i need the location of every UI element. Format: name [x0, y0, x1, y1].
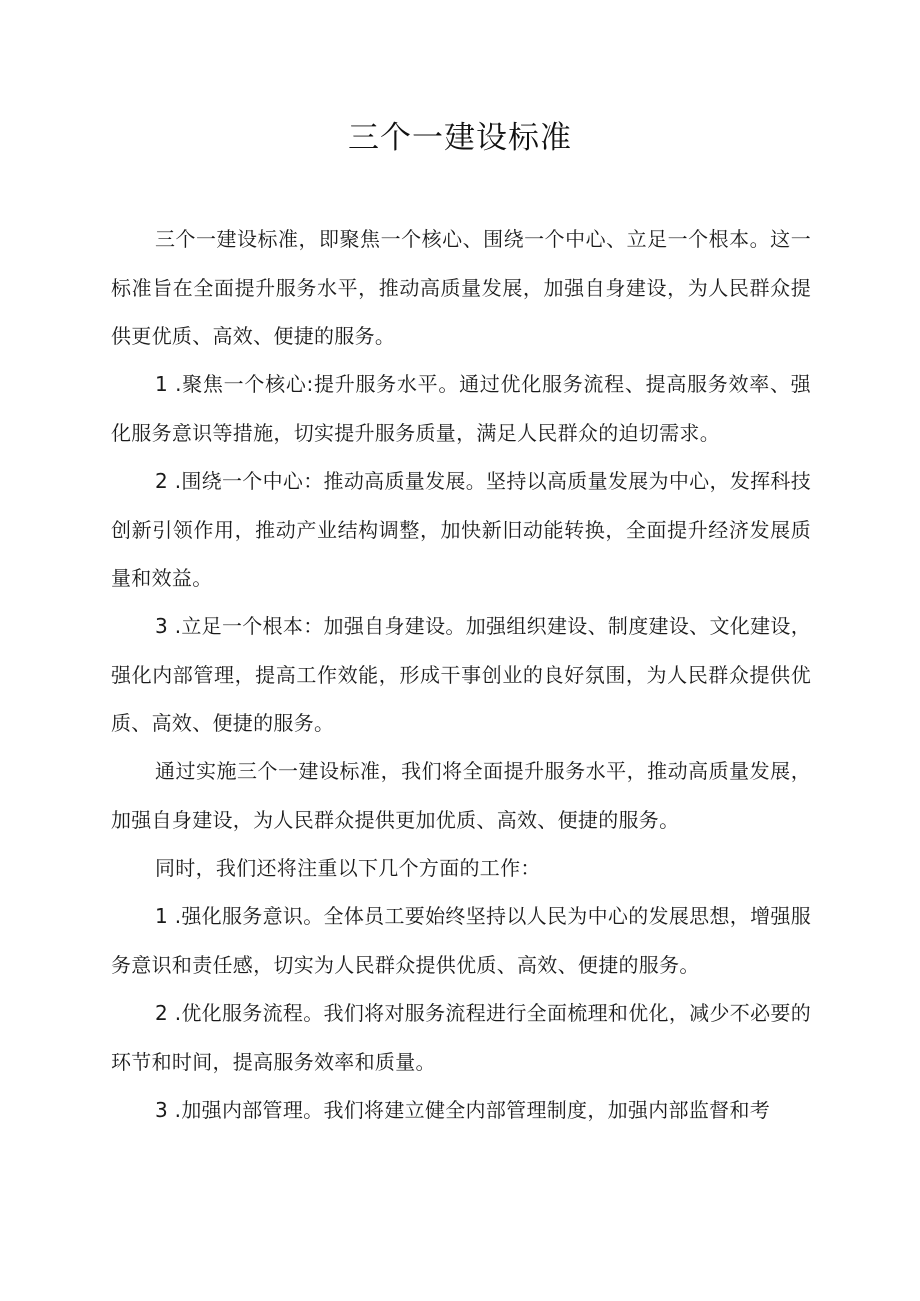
- paragraph-process: 2 .优化服务流程。我们将对服务流程进行全面梳理和优化，减少不必要的环节和时间，提高服务效率和质量。: [111, 1001, 811, 1074]
- page-title: 三个一建设标准: [348, 120, 572, 156]
- paragraph-summary: 通过实施三个一建设标准，我们将全面提升服务水平，推动高质量发展，加强自身建设，为人民群众提供更加优质、高效、便捷的服务。: [111, 759, 811, 832]
- paragraph-also: 同时，我们还将注重以下几个方面的工作：: [155, 856, 541, 880]
- paragraph-center: 2 .围绕一个中心：推动高质量发展。坚持以高质量发展为中心，发挥科技创新引领作用，推动产业结构调整，加快新旧动能转换，全面提升经济发展质量和效益。: [111, 469, 811, 590]
- paragraph-management: 3 .加强内部管理。我们将建立健全内部管理制度，加强内部监督和考: [155, 1098, 771, 1122]
- intro-paragraph: 三个一建设标准，即聚焦一个核心、围绕一个中心、立足一个根本。这一标准旨在全面提升服务水平，推动高质量发展，加强自身建设，为人民群众提供更优质、高效、便捷的服务。: [111, 227, 811, 348]
- paragraph-foundation: 3 .立足一个根本：加强自身建设。加强组织建设、制度建设、文化建设，强化内部管理，提高工作效能，形成干事创业的良好氛围，为人民群众提供优质、高效、便捷的服务。: [111, 614, 811, 735]
- paragraph-core: 1 .聚焦一个核心:提升服务水平。通过优化服务流程、提高服务效率、强化服务意识等措施，切实提升服务质量，满足人民群众的迫切需求。: [111, 372, 811, 445]
- paragraph-awareness: 1 .强化服务意识。全体员工要始终坚持以人民为中心的发展思想，增强服务意识和责任感，切实为人民群众提供优质、高效、便捷的服务。: [111, 904, 811, 977]
